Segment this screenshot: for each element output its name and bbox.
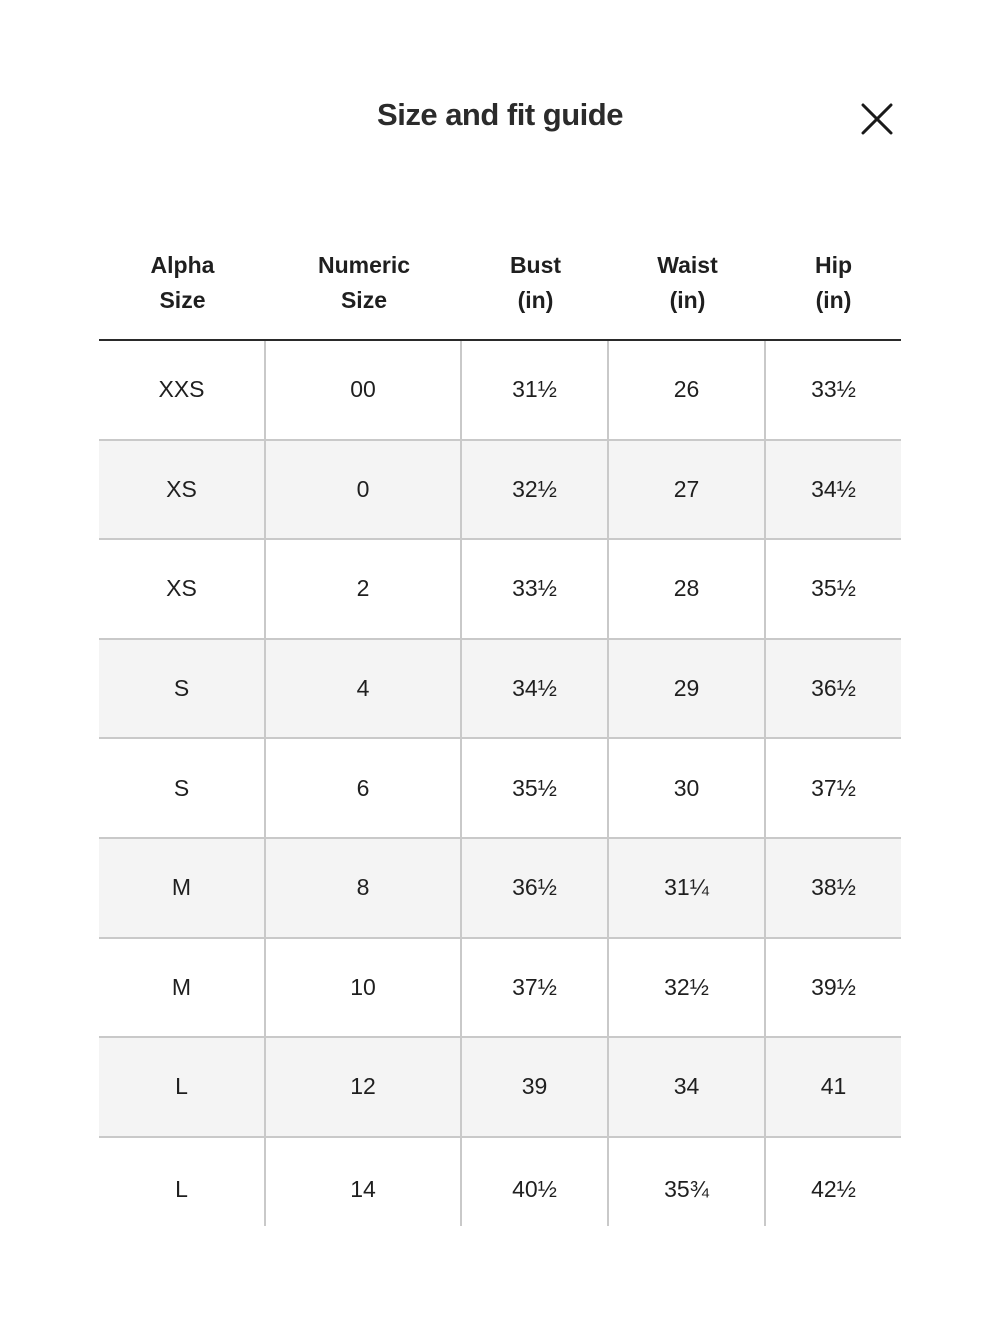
header-hip: Hip (in)	[814, 251, 853, 313]
bust-cell: 33½	[462, 540, 609, 638]
table-row	[99, 939, 901, 1039]
alpha-size-cell: L	[99, 1138, 266, 1226]
waist-cell: 26	[609, 341, 766, 439]
modal-title: Size and fit guide	[377, 97, 623, 132]
waist-cell: 28	[609, 540, 766, 638]
bust-cell: 36½	[462, 839, 609, 937]
header-numeric-size: Numeric Size	[317, 251, 411, 313]
bust-cell: 32½	[462, 441, 609, 539]
waist-cell: 31¼	[609, 839, 766, 937]
numeric-size-cell: 00	[266, 341, 462, 439]
alpha-size-cell: XS	[99, 540, 266, 638]
waist-cell: 29	[609, 640, 766, 738]
hip-cell: 36½	[811, 675, 856, 702]
numeric-size-cell: 0	[266, 441, 462, 539]
hip-cell: 34½	[811, 475, 856, 502]
alpha-size-cell: XS	[99, 441, 266, 539]
numeric-size-cell: 4	[266, 640, 462, 738]
table-header-row	[99, 226, 901, 341]
numeric-size-cell: 10	[266, 939, 462, 1037]
numeric-size-cell: 12	[266, 1038, 462, 1136]
waist-cell: 30	[609, 739, 766, 837]
bust-cell: 35½	[462, 739, 609, 837]
bust-cell: 40½	[462, 1138, 609, 1226]
alpha-size-cell: L	[99, 1038, 266, 1136]
waist-cell: 27	[609, 441, 766, 539]
numeric-size-cell: 8	[266, 839, 462, 937]
hip-cell: 37½	[811, 774, 856, 801]
header-waist: Waist (in)	[657, 251, 718, 313]
bust-cell: 34½	[462, 640, 609, 738]
hip-cell: 41	[820, 1073, 847, 1100]
hip-cell: 33½	[811, 376, 856, 403]
bust-cell: 31½	[462, 341, 609, 439]
waist-cell: 32½	[609, 939, 766, 1037]
table-row	[99, 341, 901, 441]
alpha-size-cell: M	[99, 839, 266, 937]
table-row	[99, 441, 901, 541]
table-row	[99, 839, 901, 939]
numeric-size-cell: 6	[266, 739, 462, 837]
table-row	[99, 640, 901, 740]
hip-cell: 39½	[811, 973, 856, 1000]
table-row	[99, 739, 901, 839]
hip-cell: 35½	[811, 575, 856, 602]
hip-cell: 38½	[811, 874, 856, 901]
close-button[interactable]	[856, 98, 898, 140]
header-alpha-size: Alpha Size	[150, 251, 215, 313]
waist-cell: 35¾	[609, 1138, 766, 1226]
table-row	[99, 540, 901, 640]
numeric-size-cell: 14	[266, 1138, 462, 1226]
table-row	[99, 1038, 901, 1138]
bust-cell: 37½	[462, 939, 609, 1037]
close-icon	[856, 98, 898, 140]
alpha-size-cell: S	[99, 739, 266, 837]
alpha-size-cell: M	[99, 939, 266, 1037]
table-body	[99, 341, 901, 1226]
waist-cell: 34	[609, 1038, 766, 1136]
bust-cell: 39	[462, 1038, 609, 1136]
alpha-size-cell: S	[99, 640, 266, 738]
header-bust: Bust (in)	[509, 251, 562, 313]
hip-cell: 42½	[811, 1175, 856, 1202]
table-row	[99, 1138, 901, 1226]
numeric-size-cell: 2	[266, 540, 462, 638]
size-chart-table	[99, 226, 901, 1226]
alpha-size-cell: XXS	[99, 341, 266, 439]
